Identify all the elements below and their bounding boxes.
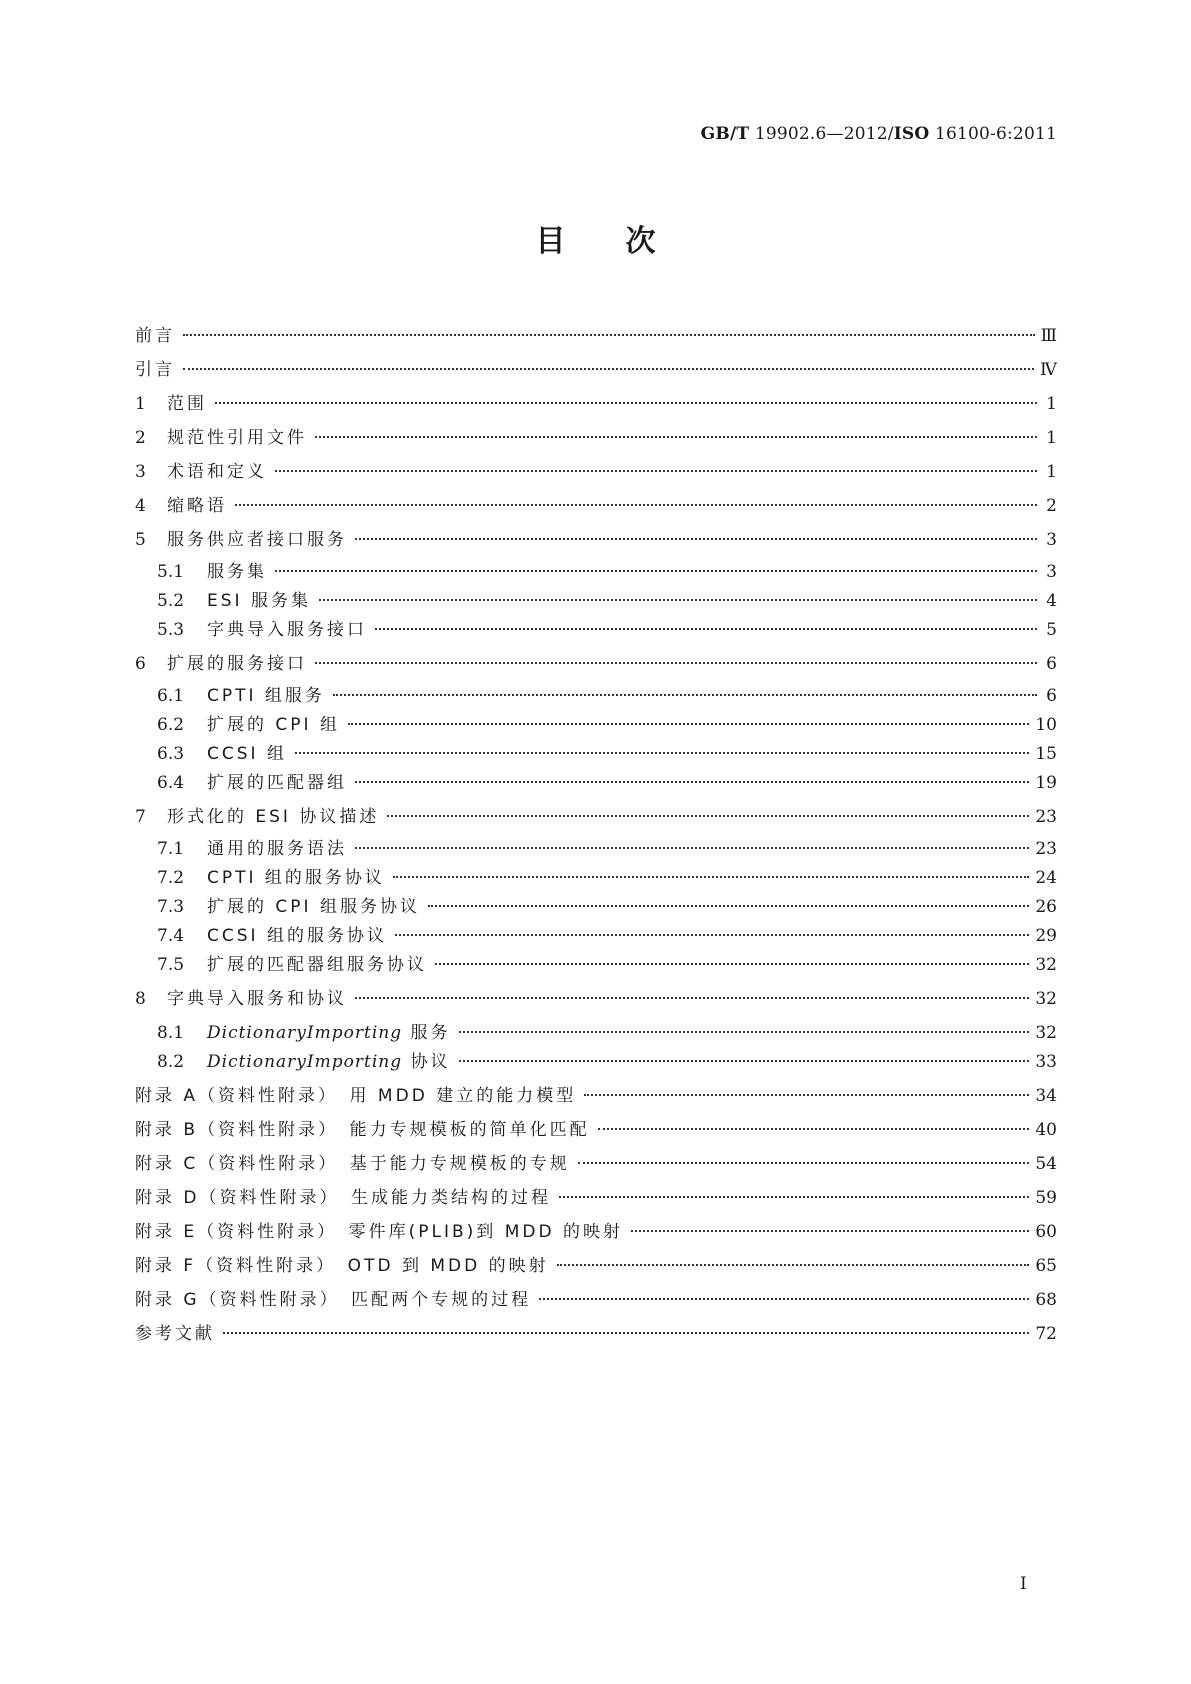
footer-page-number: I: [1020, 1574, 1027, 1594]
std-code-iso-number: 16100-6:2011: [929, 124, 1057, 144]
toc-entry-introduction[interactable]: [135, 357, 1057, 383]
toc-leader-dots: [235, 504, 1037, 506]
toc-label: 前言: [135, 326, 175, 346]
toc-label-italic: DictionaryImporting: [207, 1023, 403, 1043]
toc-leader-dots: [319, 599, 1037, 601]
toc-label-suffix: 协议: [402, 1052, 451, 1072]
toc-leader-dots: [183, 334, 1035, 336]
toc-entry-section-7-4[interactable]: [157, 923, 1057, 949]
toc-page-number: 68: [1035, 1290, 1057, 1310]
toc-leader-dots: [355, 781, 1029, 783]
toc-entry-section-5[interactable]: [135, 527, 1057, 553]
toc-label: 附录 C（资料性附录） 基于能力专规模板的专规: [135, 1154, 570, 1174]
toc-page-number: 19: [1035, 773, 1057, 793]
toc-leader-dots: [539, 1298, 1029, 1300]
toc-entry-section-6-1[interactable]: [157, 683, 1057, 709]
toc-leader-dots: [631, 1230, 1029, 1232]
toc-number: 6.1: [157, 686, 185, 706]
toc-label: 扩展的服务接口: [167, 654, 307, 674]
toc-leader-dots: [215, 402, 1037, 404]
toc-entry-preface[interactable]: [135, 323, 1057, 349]
toc-number: 7.1: [157, 839, 185, 859]
toc-entry-section-4[interactable]: [135, 493, 1057, 519]
toc-label: 范围: [167, 394, 207, 414]
toc-page-number: 1: [1046, 462, 1057, 482]
toc-entry-annex-a[interactable]: [135, 1083, 1057, 1109]
toc-page-number: 26: [1035, 897, 1057, 917]
toc-leader-dots: [348, 723, 1029, 725]
toc-label: 扩展的匹配器组服务协议: [207, 955, 427, 975]
toc-label-italic: DictionaryImporting: [207, 1052, 403, 1072]
toc-leader-dots: [315, 662, 1037, 664]
toc-entry-section-7-1[interactable]: [157, 836, 1057, 862]
toc-page-number: 4: [1046, 591, 1057, 611]
toc-entry-annex-e[interactable]: [135, 1219, 1057, 1245]
toc-page-number: 59: [1035, 1188, 1057, 1208]
toc-page-number: 34: [1035, 1086, 1057, 1106]
standard-code: [701, 124, 1057, 144]
toc-label: [207, 1020, 451, 1046]
toc-label: 字典导入服务和协议: [167, 989, 347, 1009]
std-code-iso: ISO: [893, 124, 930, 144]
toc-label-suffix: 服务: [402, 1023, 451, 1043]
toc-label: 服务供应者接口服务: [167, 530, 347, 550]
toc-number: 2: [135, 428, 146, 448]
toc-leader-dots: [578, 1162, 1030, 1164]
toc-page-number: 10: [1035, 715, 1057, 735]
toc-number: 6: [135, 654, 146, 674]
toc-page-number: 72: [1035, 1324, 1057, 1344]
toc-entry-section-3[interactable]: [135, 459, 1057, 485]
toc-page-number: 3: [1046, 530, 1057, 550]
toc-leader-dots: [428, 905, 1029, 907]
toc-leader-dots: [295, 752, 1029, 754]
toc-number: 5: [135, 530, 146, 550]
toc-page-number: 32: [1035, 989, 1057, 1009]
toc-label: 引言: [135, 360, 175, 380]
toc-label: CPTI 组服务: [207, 686, 325, 706]
toc-leader-dots: [355, 997, 1029, 999]
toc-leader-dots: [375, 628, 1037, 630]
toc-label: 服务集: [207, 562, 267, 582]
toc-entry-annex-g[interactable]: [135, 1287, 1057, 1313]
toc-page-number: 6: [1046, 686, 1057, 706]
toc-page-number: 23: [1035, 839, 1057, 859]
toc-number: 5.2: [157, 591, 185, 611]
toc-label: [207, 1049, 451, 1075]
toc-label: 扩展的匹配器组: [207, 773, 347, 793]
toc-number: 8.2: [157, 1052, 185, 1072]
toc-page-number: Ⅲ: [1040, 326, 1057, 346]
std-code-number: 19902.6—2012/: [749, 124, 894, 144]
toc-leader-dots: [275, 470, 1037, 472]
toc-label: 附录 A（资料性附录） 用 MDD 建立的能力模型: [135, 1086, 577, 1106]
toc-page-number: 23: [1035, 807, 1057, 827]
toc-entry-bibliography[interactable]: [135, 1321, 1057, 1347]
toc-leader-dots: [598, 1128, 1030, 1130]
toc-label: 附录 D（资料性附录） 生成能力类结构的过程: [135, 1188, 551, 1208]
toc-number: 6.4: [157, 773, 185, 793]
toc-label: CCSI 组: [207, 744, 287, 764]
toc-label: 通用的服务语法: [207, 839, 347, 859]
toc-entry-section-7-2[interactable]: [157, 865, 1057, 891]
toc-leader-dots: [557, 1264, 1030, 1266]
toc-number: 3: [135, 462, 146, 482]
toc-entry-section-5-3[interactable]: [157, 617, 1057, 643]
toc-number: 8.1: [157, 1023, 185, 1043]
toc-leader-dots: [387, 815, 1029, 817]
toc-page-number: 3: [1046, 562, 1057, 582]
toc-entry-section-2[interactable]: [135, 425, 1057, 451]
toc-label: 扩展的 CPI 组服务协议: [207, 897, 420, 917]
toc-leader-dots: [275, 570, 1037, 572]
toc-entry-section-8-1[interactable]: [157, 1020, 1057, 1046]
toc-page-number: 32: [1035, 955, 1057, 975]
toc-number: 7.3: [157, 897, 185, 917]
toc-entry-section-5-1[interactable]: [157, 559, 1057, 585]
page-title: 目次: [535, 224, 716, 259]
toc-entry-section-7-3[interactable]: [157, 894, 1057, 920]
toc-entry-annex-d[interactable]: [135, 1185, 1057, 1211]
toc-number: 5.3: [157, 620, 185, 640]
toc-leader-dots: [584, 1094, 1029, 1096]
toc-entry-section-8[interactable]: [135, 986, 1057, 1012]
toc-entry-section-5-2[interactable]: [157, 588, 1057, 614]
toc-label: 参考文献: [135, 1324, 215, 1344]
toc-number: 8: [135, 989, 146, 1009]
toc-label: CCSI 组的服务协议: [207, 926, 387, 946]
toc-entry-section-6-3[interactable]: [157, 741, 1057, 767]
toc-page-number: 65: [1035, 1256, 1057, 1276]
toc-label: 缩略语: [167, 496, 227, 516]
toc-leader-dots: [435, 963, 1029, 965]
toc-label: 附录 B（资料性附录） 能力专规模板的简单化匹配: [135, 1120, 590, 1140]
toc-leader-dots: [333, 694, 1037, 696]
toc-leader-dots: [183, 368, 1034, 370]
toc-entry-section-6-2[interactable]: [157, 712, 1057, 738]
toc-label: 规范性引用文件: [167, 428, 307, 448]
toc-entry-annex-f[interactable]: [135, 1253, 1057, 1279]
toc-entry-annex-b[interactable]: [135, 1117, 1057, 1143]
toc-page-number: 5: [1046, 620, 1057, 640]
toc-page-number: 32: [1035, 1023, 1057, 1043]
toc-page-number: 1: [1046, 428, 1057, 448]
toc-page-number: 15: [1035, 744, 1057, 764]
toc-entry-section-1[interactable]: [135, 391, 1057, 417]
toc-number: 6.3: [157, 744, 185, 764]
toc-number: 4: [135, 496, 146, 516]
toc-page-number: 54: [1035, 1154, 1057, 1174]
toc-page-number: 33: [1035, 1052, 1057, 1072]
toc-label: 附录 G（资料性附录） 匹配两个专规的过程: [135, 1290, 532, 1310]
toc-page-number: 1: [1046, 394, 1057, 414]
toc-label: 附录 E（资料性附录） 零件库(PLIB)到 MDD 的映射: [135, 1222, 623, 1242]
toc-leader-dots: [395, 934, 1029, 936]
toc-number: 7.2: [157, 868, 185, 888]
toc-number: 7.5: [157, 955, 185, 975]
toc-entry-section-6-4[interactable]: [157, 770, 1057, 796]
toc-label: 字典导入服务接口: [207, 620, 367, 640]
toc-entry-section-7[interactable]: [135, 804, 1057, 830]
toc-leader-dots: [459, 1031, 1030, 1033]
toc-leader-dots: [315, 436, 1037, 438]
toc-leader-dots: [559, 1196, 1029, 1198]
toc-label: CPTI 组的服务协议: [207, 868, 385, 888]
toc-page-number: 40: [1035, 1120, 1057, 1140]
toc-entry-section-6[interactable]: [135, 651, 1057, 677]
toc-entry-section-8-2[interactable]: [157, 1049, 1057, 1075]
toc-page-number: 2: [1046, 496, 1057, 516]
toc-number: 6.2: [157, 715, 185, 735]
toc-label: 附录 F（资料性附录） OTD 到 MDD 的映射: [135, 1256, 549, 1276]
std-code-prefix: GB/T: [700, 124, 750, 144]
toc-entry-annex-c[interactable]: [135, 1151, 1057, 1177]
toc-label: 术语和定义: [167, 462, 267, 482]
toc-page-number: 60: [1035, 1222, 1057, 1242]
toc-label: ESI 服务集: [207, 591, 311, 611]
toc-page-number: Ⅳ: [1040, 360, 1057, 380]
toc-page-number: 29: [1035, 926, 1057, 946]
toc-page-number: 24: [1035, 868, 1057, 888]
toc-leader-dots: [459, 1060, 1030, 1062]
toc-leader-dots: [355, 538, 1037, 540]
toc-page-number: 6: [1046, 654, 1057, 674]
toc-number: 1: [135, 394, 146, 414]
toc-label: 扩展的 CPI 组: [207, 715, 340, 735]
toc-leader-dots: [223, 1332, 1029, 1334]
toc-leader-dots: [393, 876, 1029, 878]
toc-label: 形式化的 ESI 协议描述: [167, 807, 380, 827]
toc-number: 7: [135, 807, 146, 827]
toc-number: 7.4: [157, 926, 185, 946]
toc-leader-dots: [355, 847, 1029, 849]
toc-number: 5.1: [157, 562, 185, 582]
toc-entry-section-7-5[interactable]: [157, 952, 1057, 978]
